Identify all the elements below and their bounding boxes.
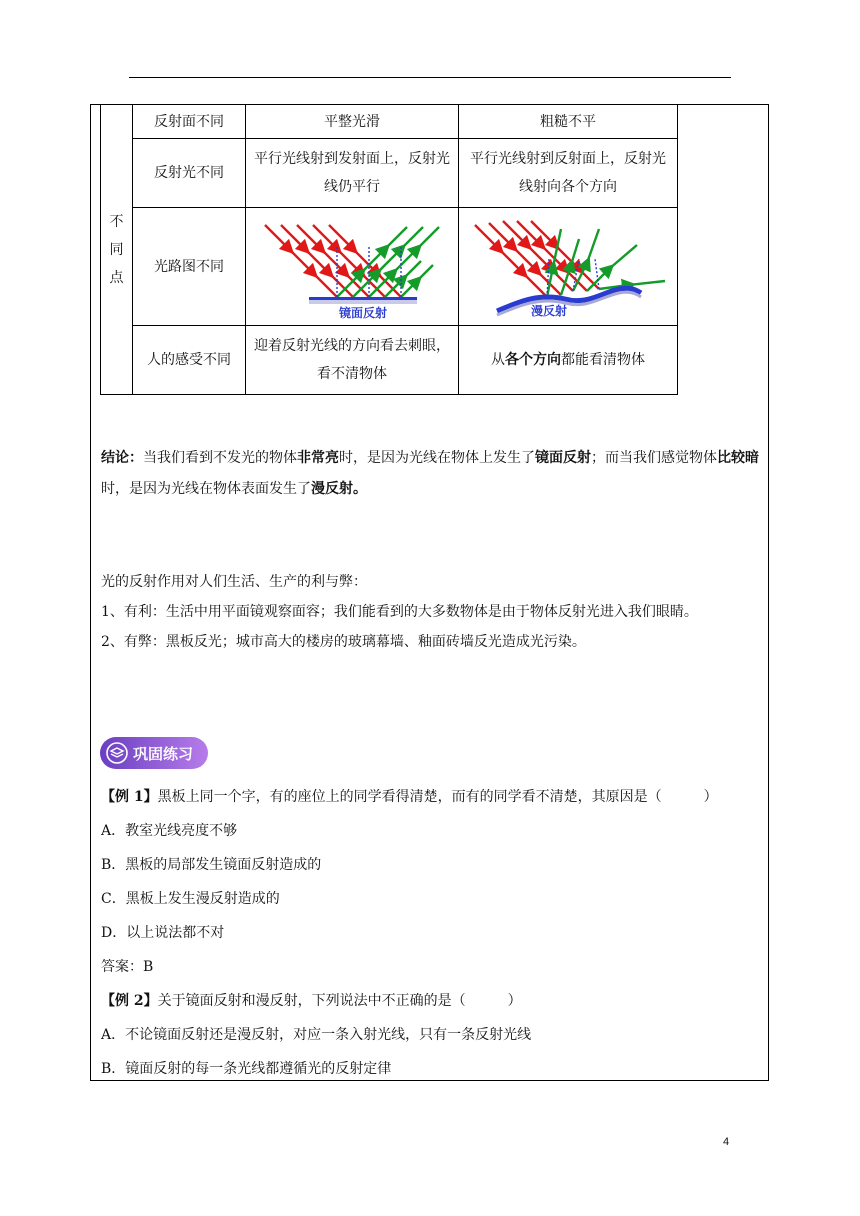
diffuse-light: 平行光线射到反射面上，反射光线射向各个方向 <box>459 139 678 208</box>
example2-option-b: B．镜面反射的每一条光线都遵循光的反射定律 <box>101 1061 392 1077</box>
page-number: 4 <box>723 1136 730 1148</box>
specular-reflection-diagram <box>257 215 447 323</box>
row-label-perception: 人的感受不同 <box>133 326 246 395</box>
mirror-perception: 迎着反射光线的方向看去刺眼，看不清物体 <box>246 326 459 395</box>
diffuse-perception: 从各个方向都能看清物体 <box>459 326 678 395</box>
diffuse-caption: 漫反射 <box>530 303 568 318</box>
example1-option-c: C．黑板上发生漫反射造成的 <box>101 891 280 907</box>
mirror-diagram-cell <box>246 208 459 326</box>
example1-option-d: D．以上说法都不对 <box>101 925 225 941</box>
header-rule <box>129 77 731 78</box>
mirror-caption: 镜面反射 <box>338 305 388 320</box>
diffuse-surface: 粗糙不平 <box>459 105 678 139</box>
mirror-light: 平行光线射到发射面上，反射光线仍平行 <box>246 139 459 208</box>
layers-icon <box>106 742 128 764</box>
row-label-diagram: 光路图不同 <box>133 208 246 326</box>
mirror-surface: 平整光滑 <box>246 105 459 139</box>
cons-item: 2、有弊：黑板反光；城市高大的楼房的玻璃幕墙、釉面砖墙反光造成光污染。 <box>101 634 586 650</box>
pros-cons-intro: 光的反射作用对人们生活、生产的利与弊： <box>101 574 367 590</box>
example1-option-a: A．教室光线亮度不够 <box>101 823 238 839</box>
example1-option-b: B．黑板的局部发生镜面反射造成的 <box>101 857 322 873</box>
example1-answer: 答案：B <box>101 959 154 975</box>
example1-question: 【例 1】黑板上同一个字，有的座位上的同学看得清楚，而有的同学看不清楚，其原因是（ ） <box>101 789 718 805</box>
row-label-surface: 反射面不同 <box>133 105 246 139</box>
diffuse-diagram-cell <box>459 208 678 326</box>
comparison-table <box>100 104 678 395</box>
vertical-label: 不 同 点 <box>101 105 133 395</box>
diffuse-reflection-diagram <box>469 215 667 323</box>
example2-question: 【例 2】关于镜面反射和漫反射，下列说法中不正确的是（ ） <box>101 993 522 1009</box>
example2-option-a: A．不论镜面反射还是漫反射，对应一条入射光线，只有一条反射光线 <box>101 1027 532 1043</box>
section-badge: 巩固练习 <box>100 737 208 769</box>
conclusion-paragraph: 结论：当我们看到不发光的物体非常亮时，是因为光线在物体上发生了镜面反射；而当我们感觉物体比较暗时，是因为光线在物体表面发生了漫反射。 <box>101 450 759 497</box>
row-label-light: 反射光不同 <box>133 139 246 208</box>
pros-item: 1、有利：生活中用平面镜观察面容；我们能看到的大多数物体是由于物体反射光进入我们眼睛。 <box>101 604 698 620</box>
